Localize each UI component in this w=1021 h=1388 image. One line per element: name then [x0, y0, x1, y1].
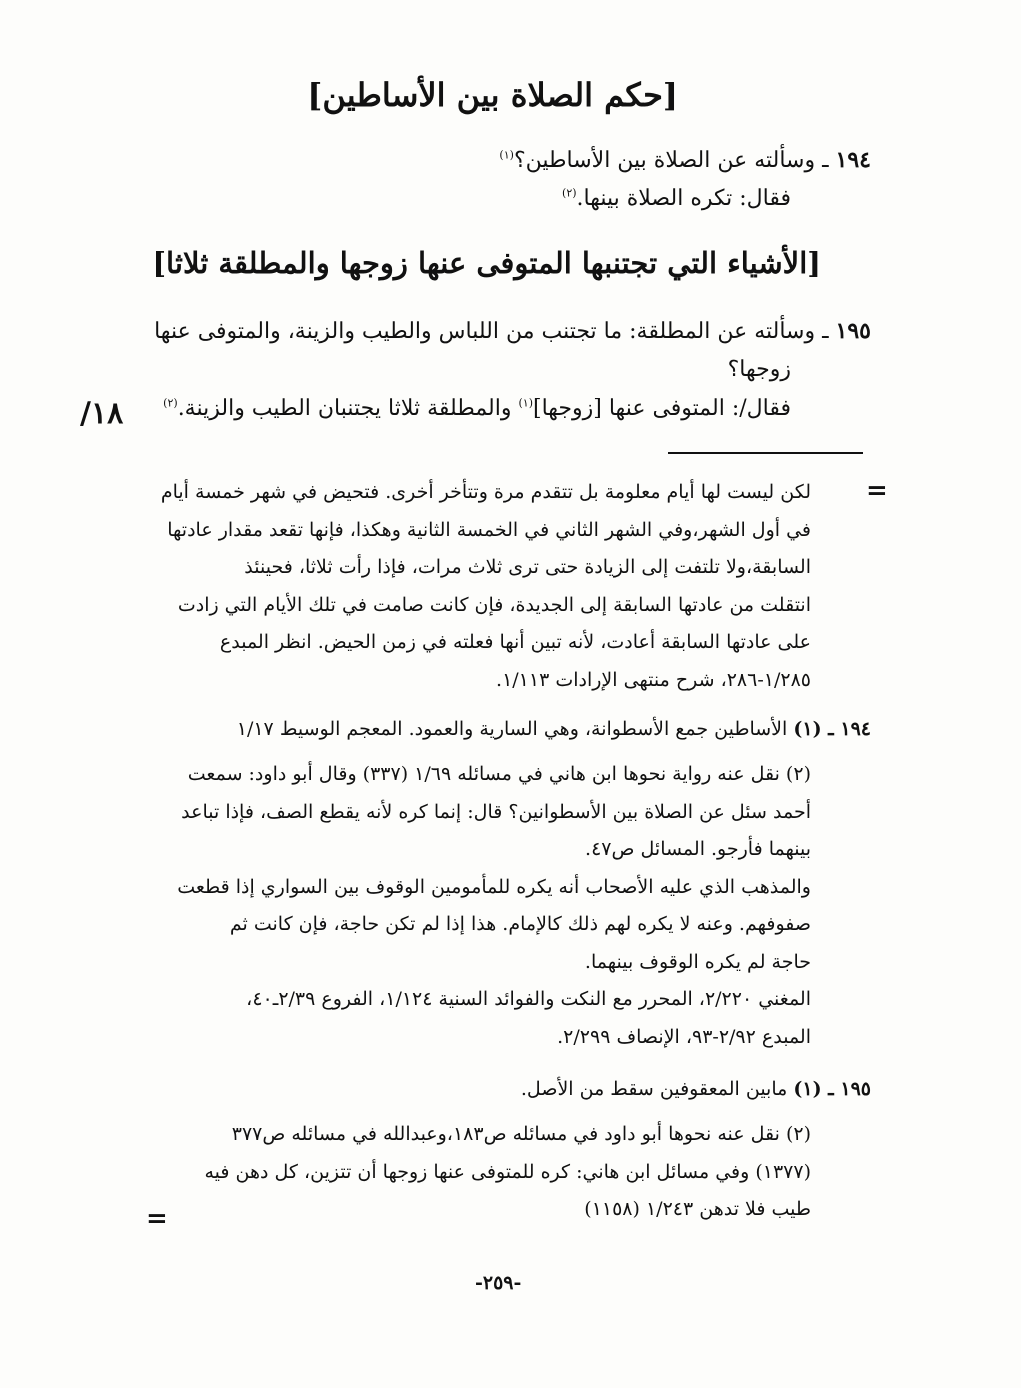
answer-194 [562, 186, 791, 211]
footnote-ref: (٢) [163, 396, 178, 410]
footnote-line: المغني ٢/٢٢٠، المحرر مع النكت والفوائد السنية ١/١٢٤، الفروع ٢/٣٩ـ٤٠، [246, 988, 811, 1010]
footnote-ref: (١) [499, 148, 514, 162]
question-number: ١٩٥ [835, 318, 871, 344]
question-194 [499, 147, 871, 173]
answer-195 [163, 396, 791, 421]
page-number: -٢٥٩- [475, 1272, 522, 1294]
footnote-label: ١٩٤ ـ (١) [793, 718, 871, 740]
footnote-line: في أول الشهر،وفي الشهر الثاني في الخمسة الثانية وهكذا، فإنها تقعد مقدار عادتها [167, 518, 811, 541]
question-text: ـ وسألته عن الصلاة بين الأساطين؟ [513, 148, 829, 173]
footnote-line: (١٣٧٧) وفي مسائل ابن هاني: كره للمتوفى عنها زوجها أن تتزين، كل دهن فيه [204, 1160, 811, 1183]
footnote-194-1 [237, 718, 871, 740]
footnote-ref: (١) [518, 396, 533, 410]
footnote-line: صفوفهم. وعنه لا يكره لهم ذلك كالإمام. هذا إذا لم تكن حاجة، فإن كانت ثم [229, 913, 811, 935]
footnote-label: ١٩٥ ـ (١) [793, 1078, 871, 1100]
answer-text: فقال/: المتوفى عنها [زوجها] [533, 396, 791, 421]
continuation-mark: = [146, 1204, 168, 1234]
footnote-195-1 [521, 1078, 871, 1100]
footnote-line: حاجة لم يكره الوقوف بينهما. [584, 950, 811, 973]
footnote-line: انتقلت من عادتها السابقة إلى الجديدة، فإن كانت صامت في تلك الأيام التي زادت [177, 593, 811, 616]
footnote-line: طيب فلا تدهن ١/٢٤٣ (١١٥٨) [584, 1198, 811, 1220]
continuation-mark: = [866, 476, 888, 506]
question-number: ١٩٤ [835, 147, 871, 173]
footnote-line: لكن ليست لها أيام معلومة بل تتقدم مرة وتتأخر أخرى. فتحيض في شهر خمسة أيام [160, 481, 811, 503]
footnote-line: (٢) نقل عنه رواية نحوها ابن هاني في مسائله ١/٦٩ (٣٣٧) وقال أبو داود: سمعت [187, 763, 811, 785]
footnote-separator [668, 452, 863, 454]
answer-text: والمطلقة ثلاثا يجتنبان الطيب والزينة. [177, 396, 512, 421]
question-195 [154, 318, 871, 344]
footnote-continued [161, 474, 811, 699]
footnote-text: مابين المعقوفين سقط من الأصل. [520, 1078, 788, 1100]
footnote-line: أحمد سئل عن الصلاة بين الأسطوانين؟ قال: إنما كره لأنه يقطع الصف، فإذا تباعد [181, 800, 811, 823]
question-195-continued: زوجها؟ [727, 357, 791, 382]
section-title: [الأشياء التي تجتنبها المتوفى عنها زوجها والمطلقة ثلاثا] [152, 246, 821, 280]
footnote-194-2 [177, 756, 811, 1056]
question-text: ـ وسألته عن المطلقة: ما تجتنب من اللباس والطيب والزينة، والمتوفى عنها [154, 319, 829, 344]
footnote-ref: (٢) [562, 186, 577, 200]
footnote-line: المبدع ٢/٩٢-٩٣، الإنصاف ٢/٢٩٩. [557, 1025, 811, 1048]
footnote-line: ١/٢٨٥-٢٨٦، شرح منتهى الإرادات ١/١١٣. [496, 668, 811, 691]
footnote-text: الأساطين جمع الأسطوانة، وهي السارية والعمود. المعجم الوسيط ١/١٧ [236, 718, 788, 740]
footnote-195-2 [204, 1116, 811, 1229]
answer-text: فقال: تكره الصلاة بينها. [576, 186, 791, 211]
footnote-line: (٢) نقل عنه نحوها أبو داود في مسائله ص١٨٣،وعبدالله في مسائله ص٣٧٧ [231, 1123, 811, 1145]
footnote-line: بينهما فأرجو. المسائل ص٤٧. [585, 838, 811, 860]
footnote-line: السابقة،ولا تلتفت إلى الزيادة حتى ترى ثلاث مرات، فإذا رأت ثلاثا، فحينئذ [244, 556, 811, 578]
footnote-line: على عادتها السابقة أعادت، لأنه تبين أنها فعلته في زمن الحيض. انظر المبدع [219, 631, 811, 653]
footnote-line: والمذهب الذي عليه الأصحاب أنه يكره للمأمومين الوقوف بين السواري إذا قطعت [177, 875, 811, 898]
chapter-title: [حكم الصلاة بين الأساطين] [307, 76, 678, 114]
manuscript-folio-marker: /١٨ [80, 396, 124, 431]
